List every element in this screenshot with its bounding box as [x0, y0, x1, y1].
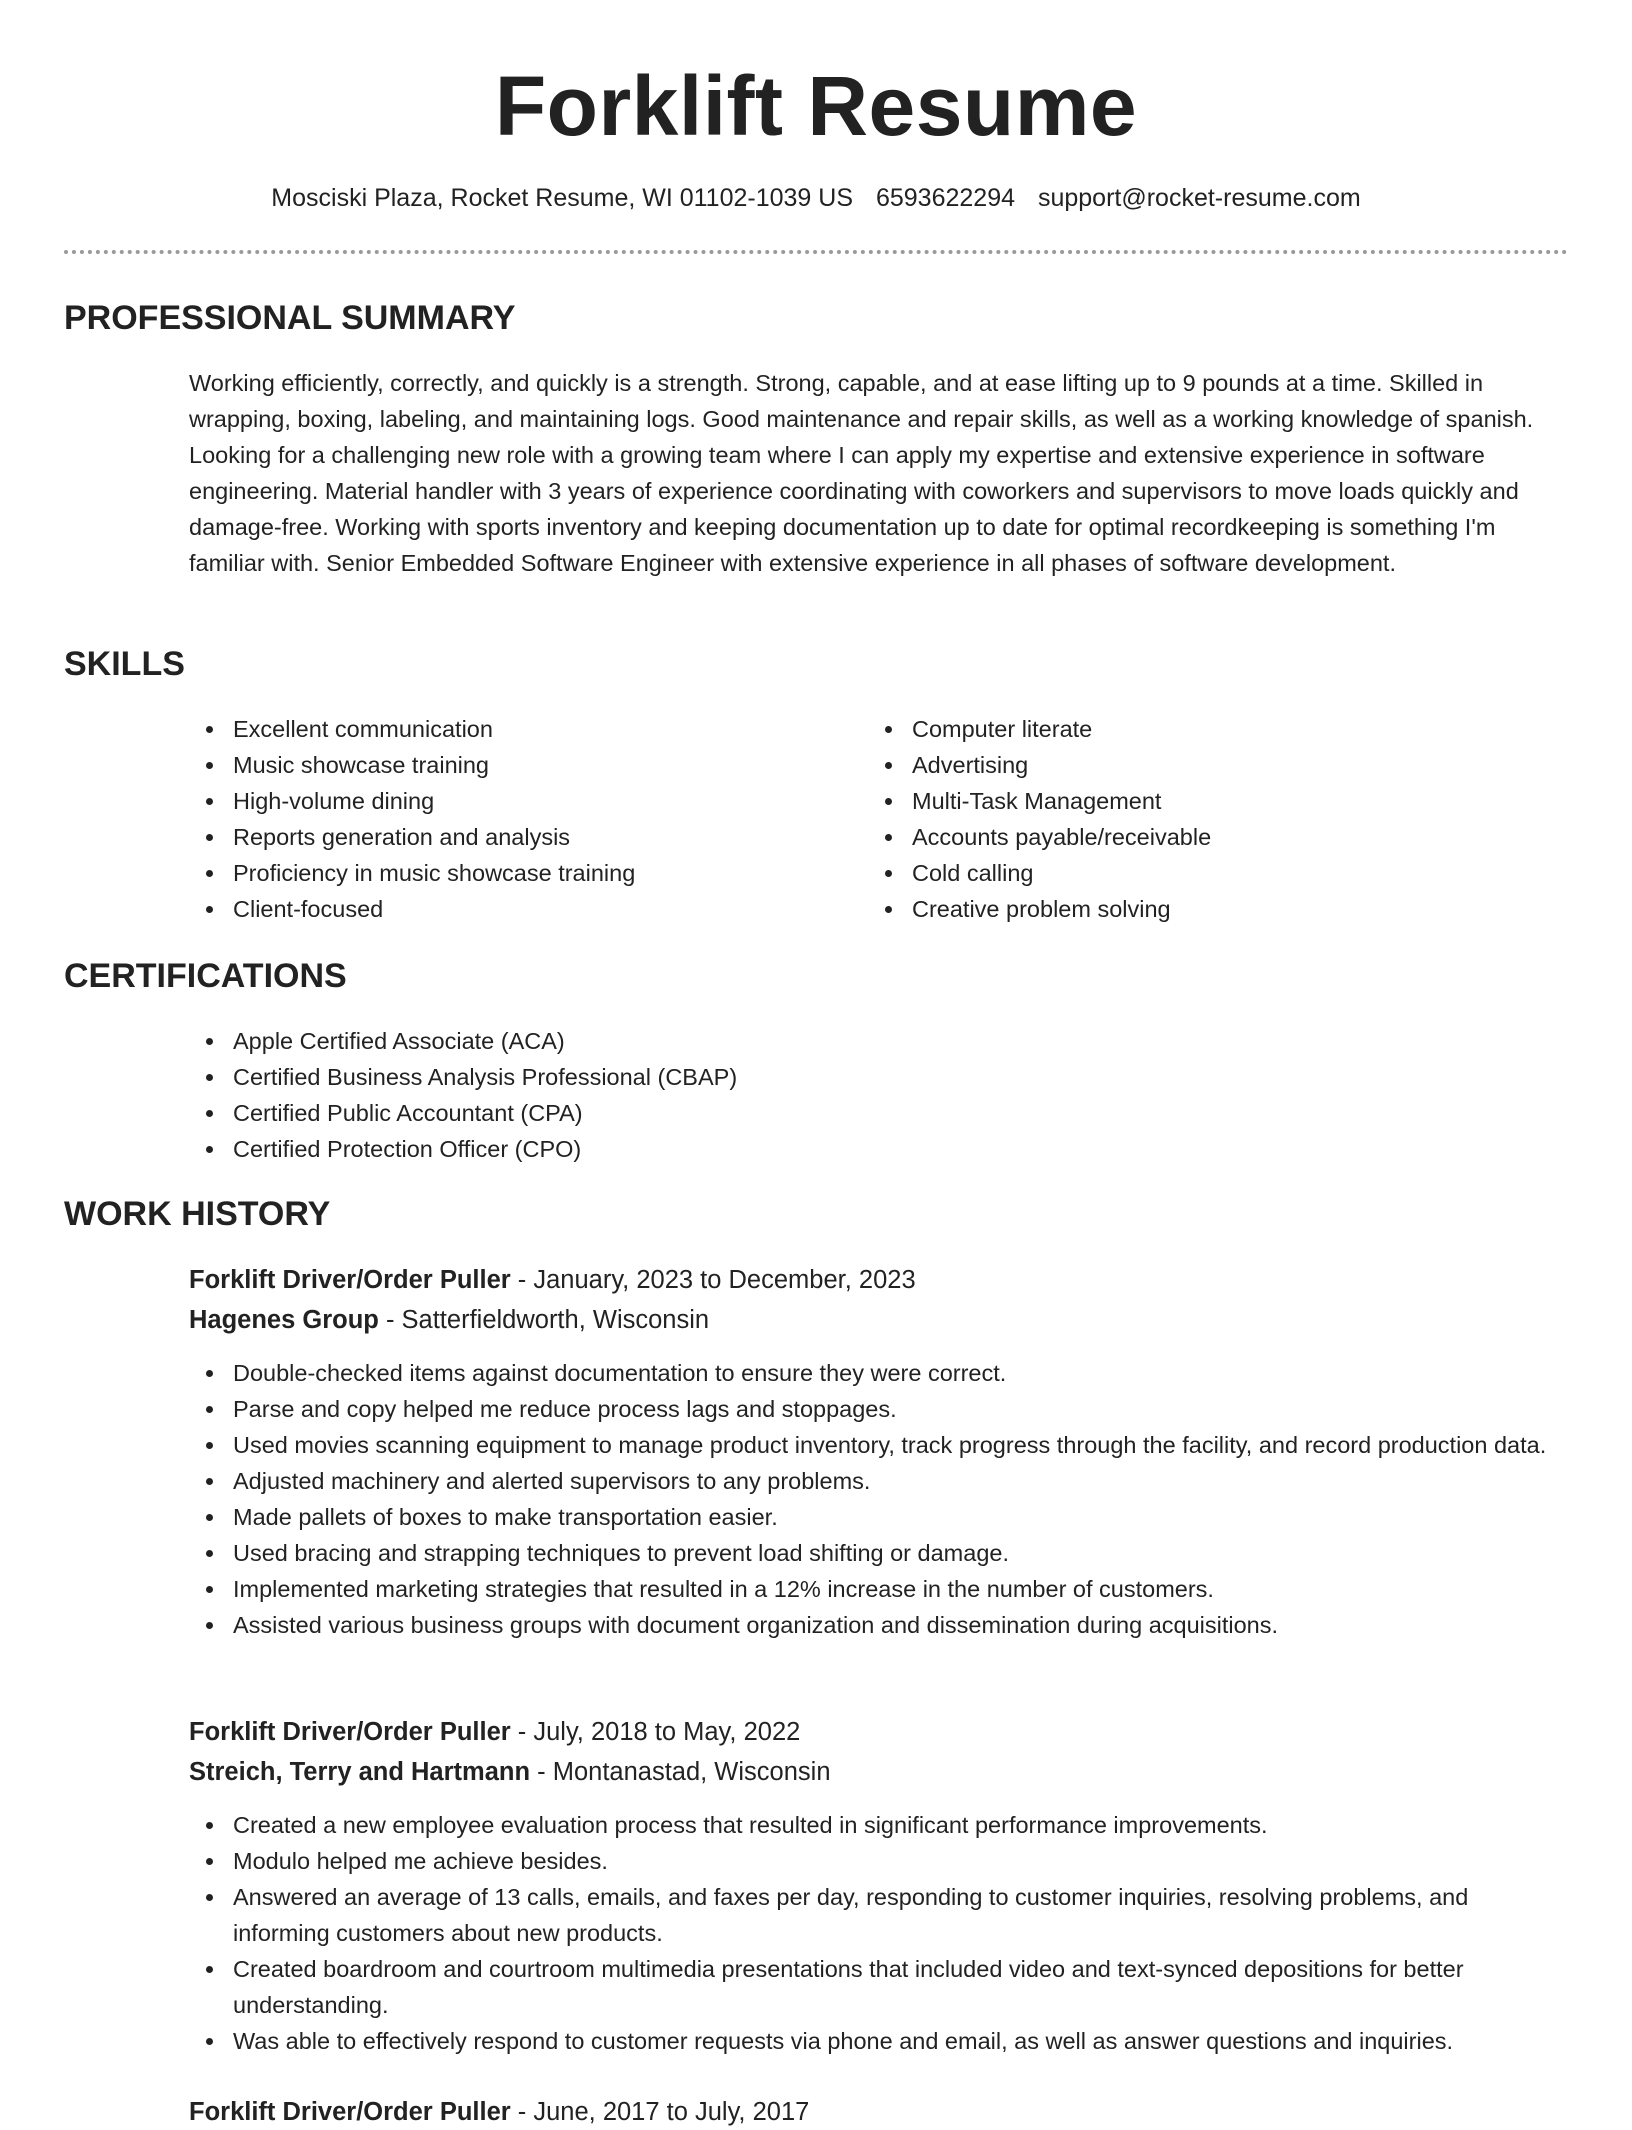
list-item: Excellent communication: [189, 711, 829, 747]
contact-line: [0, 180, 1632, 216]
job-3-role: Forklift Driver/Order Puller: [189, 2098, 511, 2126]
list-item: Certified Business Analysis Professional (CBAP): [189, 1059, 1569, 1095]
job-2-duties: [189, 1807, 1569, 2059]
list-item: Multi-Task Management: [868, 783, 1508, 819]
skills-title: SKILLS: [64, 645, 185, 683]
list-item: Advertising: [868, 747, 1508, 783]
job-1-location: - Satterfieldworth, Wisconsin: [378, 1306, 710, 1334]
resume-name: Forklift Resume: [494, 59, 1138, 153]
list-item: Client-focused: [189, 891, 829, 927]
list-item: Creative problem solving: [868, 891, 1508, 927]
job-1-company-line: [189, 1302, 709, 1338]
contact-address: Mosciski Plaza, Rocket Resume, WI 01102-1039 US: [271, 184, 854, 212]
job-3-dates: - June, 2017 to July, 2017: [510, 2098, 810, 2126]
list-item: Modulo helped me achieve besides.: [189, 1843, 1569, 1879]
list-item: Proficiency in music showcase training: [189, 855, 829, 891]
list-item: Accounts payable/receivable: [868, 819, 1508, 855]
list-item: Computer literate: [868, 711, 1508, 747]
certifications-title: CERTIFICATIONS: [64, 957, 347, 995]
list-item: Music showcase training: [189, 747, 829, 783]
list-item: Implemented marketing strategies that resulted in a 12% increase in the number of customers.: [189, 1571, 1569, 1607]
list-item: Certified Protection Officer (CPO): [189, 1131, 1569, 1167]
work-history-title: WORK HISTORY: [64, 1195, 331, 1233]
contact-email: support@rocket-resume.com: [1037, 184, 1361, 212]
job-2-company-line: [189, 1754, 831, 1790]
job-2-company: Streich, Terry and Hartmann: [189, 1758, 531, 1786]
list-item: Created boardroom and courtroom multimedia presentations that included video and text-synced depositions for better understanding.: [189, 1951, 1569, 2023]
list-item: Used movies scanning equipment to manage product inventory, track progress through the facility, and record production data.: [189, 1427, 1569, 1463]
job-2-location: - Montanastad, Wisconsin: [530, 1758, 831, 1786]
job-1-dates: - January, 2023 to December, 2023: [510, 1266, 916, 1294]
contact-phone: 6593622294: [875, 184, 1016, 212]
list-item: Created a new employee evaluation process that resulted in significant performance improvements.: [189, 1807, 1569, 1843]
job-1-company: Hagenes Group: [189, 1306, 379, 1334]
job-3-title-line: [189, 2094, 809, 2130]
skills-list-left: [189, 711, 829, 927]
header-divider: [64, 250, 1568, 254]
list-item: Apple Certified Associate (ACA): [189, 1023, 1569, 1059]
list-item: Adjusted machinery and alerted supervisors to any problems.: [189, 1463, 1569, 1499]
job-2-role: Forklift Driver/Order Puller: [189, 1718, 511, 1746]
summary-text: Working efficiently, correctly, and quickly is a strength. Strong, capable, and at ease lifting up to 9 pounds at a time. Skilled in wrapping, boxing, labeling, and maintaining logs. Good maintenance and repair skills, as well as a working knowledge of spanish. Looking for a challenging new role with a growing team where I can apply my expertise and extensive experience in software engineering. Material handler with 3 years of experience coordinating with coworkers and supervisors to move loads quickly and damage-free. Working with sports inventory and keeping documentation up to date for optimal recordkeeping is something I'm familiar with. Senior Embedded Software Engineer with extensive experience in all phases of software development.: [189, 370, 1534, 576]
summary-title: PROFESSIONAL SUMMARY: [64, 299, 516, 337]
certifications-list: [189, 1023, 1569, 1167]
list-item: Certified Public Accountant (CPA): [189, 1095, 1569, 1131]
job-1-duties: [189, 1355, 1569, 1643]
list-item: Double-checked items against documentation to ensure they were correct.: [189, 1355, 1569, 1391]
list-item: Reports generation and analysis: [189, 819, 829, 855]
job-2-dates: - July, 2018 to May, 2022: [510, 1718, 801, 1746]
list-item: Assisted various business groups with document organization and dissemination during acquisitions.: [189, 1607, 1569, 1643]
job-2-title-line: [189, 1714, 800, 1750]
list-item: Cold calling: [868, 855, 1508, 891]
list-item: Answered an average of 13 calls, emails, and faxes per day, responding to customer inquiries, resolving problems, and informing customers about new products.: [189, 1879, 1569, 1951]
list-item: Made pallets of boxes to make transportation easier.: [189, 1499, 1569, 1535]
list-item: Was able to effectively respond to customer requests via phone and email, as well as answer questions and inquiries.: [189, 2023, 1569, 2059]
list-item: High-volume dining: [189, 783, 829, 819]
job-1-title-line: [189, 1262, 916, 1298]
job-1-role: Forklift Driver/Order Puller: [189, 1266, 511, 1294]
list-item: Parse and copy helped me reduce process lags and stoppages.: [189, 1391, 1569, 1427]
skills-list-right: [868, 711, 1508, 927]
list-item: Used bracing and strapping techniques to prevent load shifting or damage.: [189, 1535, 1569, 1571]
